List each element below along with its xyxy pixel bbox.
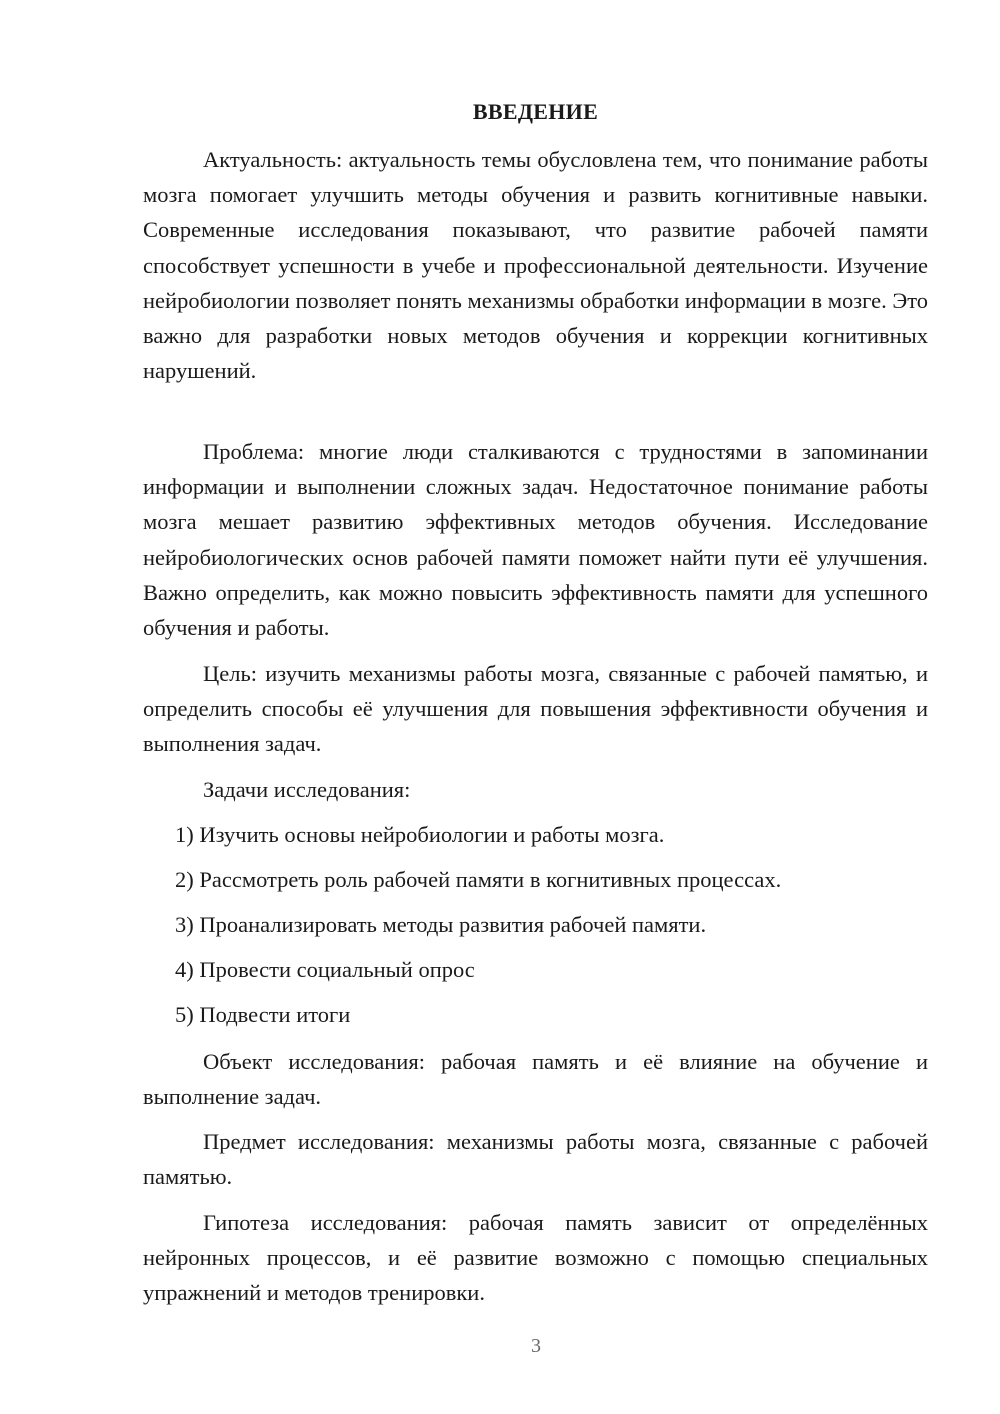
task-item: 1) Изучить основы нейробиологии и работы мозга. xyxy=(175,822,665,847)
section-title: ВВЕДЕНИЕ xyxy=(472,99,599,124)
paragraph-hypothesis: Гипотеза исследования: рабочая память зависит от определённых нейронных процессов, и её развитие возможно с помощью специальных упражнений и методов тренировки. xyxy=(143,1210,928,1306)
paragraph-problem: Проблема: многие люди сталкиваются с трудностями в запоминании информации и выполнении сложных задач. Недостаточное понимание работы мозга мешает развитию эффективных методов обучения. Исследование нейробиологических основ рабочей памяти поможет найти пути её улучшения. Важно определить, как можно повысить эффективность памяти для успешного обучения и работы. xyxy=(143,439,928,641)
paragraph-goal: Цель: изучить механизмы работы мозга, связанные с рабочей памятью, и определить способы её улучшения для повышения эффективности обучения и выполнения задач. xyxy=(143,661,928,757)
page-number: 3 xyxy=(531,1335,541,1357)
tasks-title: Задачи исследования: xyxy=(203,777,411,802)
paragraph-object: Объект исследования: рабочая память и её влияние на обучение и выполнение задач. xyxy=(143,1049,928,1110)
paragraph-subject: Предмет исследования: механизмы работы мозга, связанные с рабочей памятью. xyxy=(143,1129,928,1190)
task-item: 2) Рассмотреть роль рабочей памяти в когнитивных процессах. xyxy=(175,867,782,892)
task-item: 3) Проанализировать методы развития рабочей памяти. xyxy=(175,912,707,937)
task-item: 4) Провести социальный опрос xyxy=(175,957,475,982)
paragraph-relevance: Актуальность: актуальность темы обусловлена тем, что понимание работы мозга помогает улучшить методы обучения и развить когнитивные навыки. Современные исследования показывают, что развитие рабочей памяти способствует успешности в учебе и профессиональной деятельности. Изучение нейробиологии позволяет понять механизмы обработки информации в мозге. Это важно для разработки новых методов обучения и коррекции когнитивных нарушений. xyxy=(143,147,928,384)
task-item: 5) Подвести итоги xyxy=(175,1002,351,1027)
